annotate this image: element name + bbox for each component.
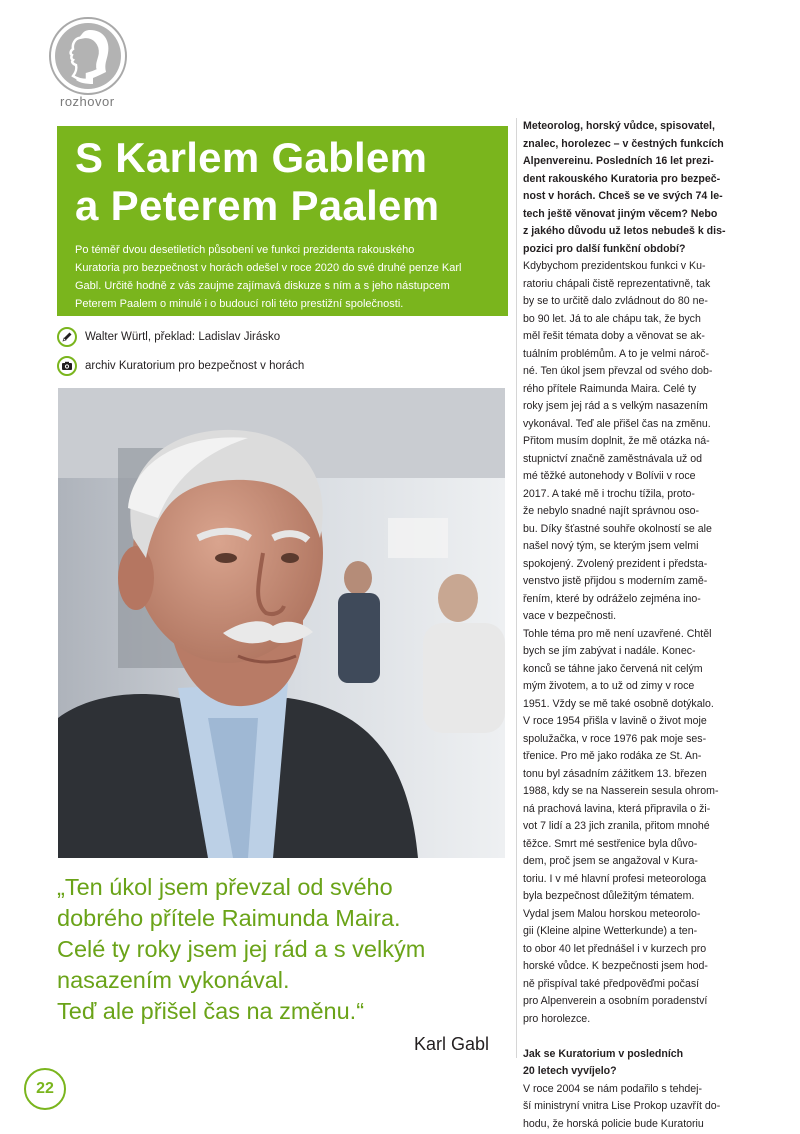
section-label: rozhovor xyxy=(60,94,115,109)
answer-line: rého přítele Raimunda Maira. Celé ty xyxy=(523,382,697,395)
answer-line: pro horolezce. xyxy=(523,1012,591,1025)
interview-answer xyxy=(523,1081,755,1134)
answer-line: roky jsem jej rád a s velkým nasazením xyxy=(523,400,708,412)
author-credit-text: Walter Würtl, překlad: Ladislav Jirásko xyxy=(85,331,281,343)
question-line: nost v horách. Chceš se ve svých 74 le- xyxy=(523,190,723,202)
pull-quote-line: Celé ty roky jsem jej rád a s velkým xyxy=(57,936,426,962)
answer-line: že nebylo snadné najít správnou oso- xyxy=(523,505,700,517)
interview-answer xyxy=(523,258,755,1028)
answer-line: třenice. Pro mě jako rodáka ze St. An- xyxy=(523,750,702,762)
answer-line: ná prachová lavina, která připravila o ži- xyxy=(523,802,711,815)
pull-quote-line: dobrého přítele Raimunda Maira. xyxy=(57,905,401,931)
page-number-badge xyxy=(24,1068,66,1110)
pull-quote xyxy=(57,872,507,1027)
answer-line: by se to určitě dalo zvládnout do 80 ne- xyxy=(523,295,708,307)
author-credit xyxy=(57,327,280,347)
answer-line: vace v bezpečnosti. xyxy=(523,610,617,622)
lead-line: Gabl. Určitě hodně z vás zaujme zajímavá diskuze s ním a s jeho nástupcem xyxy=(75,280,450,292)
answer-line: pro Alpenverein a osobním poradenství xyxy=(523,995,708,1007)
pull-quote-line: nasazením vykonával. xyxy=(57,967,290,993)
question-line: 20 letech vyvíjelo? xyxy=(523,1065,617,1077)
answer-line: měl řešit témata doby a věnovat se ak- xyxy=(523,330,705,342)
answer-line: vykonával. Teď ale přišel čas na změnu. xyxy=(523,417,711,430)
quote-attribution: Karl Gabl xyxy=(414,1034,490,1054)
answer-line: tuálním problémům. A to je velmi nároč- xyxy=(523,347,710,360)
interview-question xyxy=(523,118,755,258)
lead-line: Po téměř dvou desetiletích působení ve funkci prezidenta rakouského xyxy=(75,244,415,256)
interview-column xyxy=(523,118,755,1133)
answer-line: venstvo jistě přijdou s moderním zamě- xyxy=(523,575,708,587)
article-title-line-2: a Peterem Paalem xyxy=(75,182,440,229)
answer-line: ší ministryní vnitra Lise Prokop uzavřít do- xyxy=(523,1100,721,1112)
lead-line: Kuratoria pro bezpečnost v horách odešel v roce 2020 do své druhé penze Karl xyxy=(75,262,462,274)
answer-line: bu. Díky šťastné souhře okolností se ale xyxy=(523,522,712,535)
answer-line: Tohle téma pro mě není uzavřené. Chtěl xyxy=(523,627,712,640)
answer-line: mé těžké autonehody v Bolívii v roce xyxy=(523,470,696,482)
answer-line: ratoriu chápali čistě reprezentativně, tak xyxy=(523,277,711,290)
answer-line: to obor 40 let přednášel i v kurzech pro xyxy=(523,942,707,955)
answer-line: 2017. A také mě i trochu tížila, proto- xyxy=(523,487,695,500)
article-title-line-1: S Karlem Gablem xyxy=(75,134,428,181)
answer-line: spokojený. Zvolený prezident i předsta- xyxy=(523,557,708,570)
answer-line: mým životem, a to už od zimy v roce xyxy=(523,680,695,692)
section-logo xyxy=(46,14,130,98)
question-line: pozici pro další funkční období? xyxy=(523,242,686,255)
lead-paragraph xyxy=(75,241,475,313)
answer-line: V roce 1954 přišla v lavině o život moje xyxy=(523,715,707,727)
question-line: z jakého důvodu už letos nebudeš k dis- xyxy=(523,225,726,237)
lead-line: Peterem Paalem o minulé i o budoucí roli této prestižní společnosti. xyxy=(75,298,404,310)
answer-line: hodu, že horská policie bude Kuratoriu xyxy=(523,1117,704,1130)
answer-line: toriu. I v mé hlavní profesi meteorologa xyxy=(523,872,707,885)
column-divider xyxy=(516,118,517,1058)
answer-line: gii (Kleine alpine Wetterkunde) a ten- xyxy=(523,925,698,937)
answer-line: Přitom musím doplnit, že mě otázka ná- xyxy=(523,435,710,447)
answer-line: 1988, kdy se na Nasserein sesula ohrom- xyxy=(523,785,719,797)
portrait-photo xyxy=(58,388,505,858)
answer-line: našel nový tým, se kterým jsem velmi xyxy=(523,540,699,552)
answer-line: těžce. Smrt mé sestřenice byla důvo- xyxy=(523,837,698,850)
camera-icon xyxy=(57,356,77,376)
question-line: tech ještě věnovat jiným věcem? Nebo xyxy=(523,207,718,220)
title-box xyxy=(57,126,508,316)
paragraph-gap xyxy=(523,1028,755,1046)
answer-line: stupnictví značně zaměstnávala už od xyxy=(523,452,703,465)
question-line: Meteorolog, horský vůdce, spisovatel, xyxy=(523,120,715,132)
answer-line: byla bezpečnost důležitým tématem. xyxy=(523,890,695,902)
question-line: Alpenvereinu. Posledních 16 let prezi- xyxy=(523,155,714,167)
answer-line: horské vůdce. K bezpečnosti jsem hod- xyxy=(523,960,708,972)
pull-quote-line: Teď ale přišel čas na změnu.“ xyxy=(57,998,365,1024)
answer-line: V roce 2004 se nám podařilo s tehdej- xyxy=(523,1082,703,1095)
answer-line: 1951. Vždy se mě také osobně dotýkalo. xyxy=(523,697,714,710)
pen-icon xyxy=(57,327,77,347)
answer-line: Kdybychom prezidentskou funkci v Ku- xyxy=(523,260,706,272)
answer-line: vot 7 lidí a 23 jich zranila, přitom mnohé xyxy=(523,820,710,832)
answer-line: řením, které by odráželo zejména ino- xyxy=(523,592,701,605)
page-number: 22 xyxy=(36,1080,54,1097)
question-line: dent rakouského Kuratoria pro bezpeč- xyxy=(523,172,721,185)
answer-line: dem, proč jsem se angažoval v Kura- xyxy=(523,855,698,867)
answer-line: tonu byl zásadním zážitkem 13. březen xyxy=(523,767,707,780)
photo-credit xyxy=(57,356,304,376)
answer-line: Vydal jsem Malou horskou meteorolo- xyxy=(523,907,701,920)
answer-line: spolužačka, v roce 1976 pak moje ses- xyxy=(523,732,707,745)
answer-line: bo 90 let. Já to ale chápu tak, že bych xyxy=(523,312,701,325)
question-line: znalec, horolezec – v čestných funkcích xyxy=(523,137,724,150)
pull-quote-line: „Ten úkol jsem převzal od svého xyxy=(57,874,393,900)
two-faces-profile-icon xyxy=(46,14,130,98)
answer-line: bych se jím zabývat i nadále. Konec- xyxy=(523,645,696,657)
answer-line: ně přispíval také předpověďmi počasí xyxy=(523,977,700,990)
answer-line: konců se táhne jako červená nit celým xyxy=(523,662,703,675)
photo-credit-text: archiv Kuratorium pro bezpečnost v horách xyxy=(85,360,305,372)
answer-line: né. Ten úkol jsem převzal od svého dob- xyxy=(523,365,713,377)
question-line: Jak se Kuratorium v posledních xyxy=(523,1047,684,1060)
interview-question xyxy=(523,1046,755,1081)
